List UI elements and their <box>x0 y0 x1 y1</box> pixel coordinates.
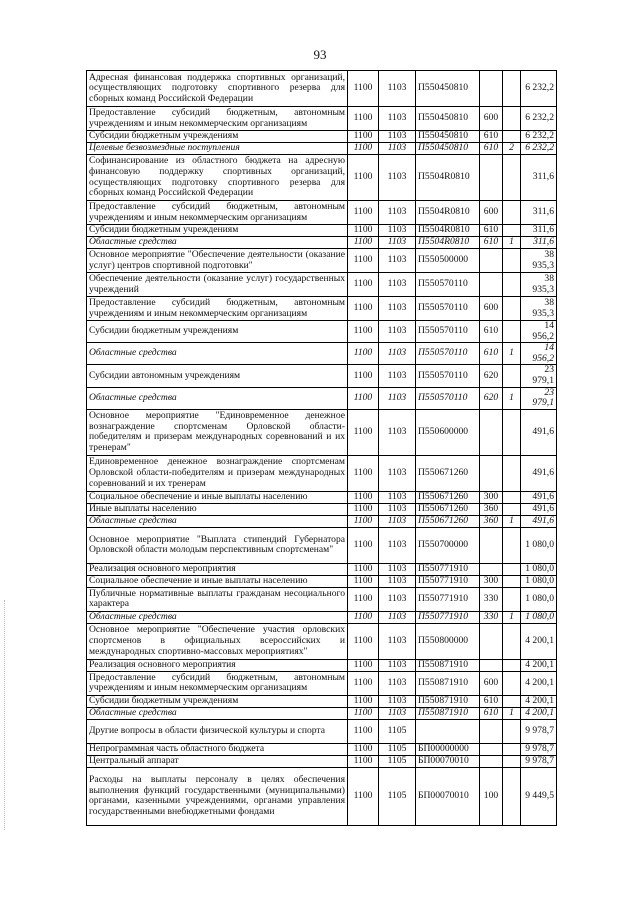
table-row <box>87 387 557 409</box>
table-row <box>87 143 557 155</box>
row-amount: 311,6 <box>521 237 557 249</box>
row-source-code <box>503 659 521 671</box>
row-section-code: 1100 <box>348 743 379 755</box>
row-subsection-code: 1103 <box>379 587 416 611</box>
row-expense-type: 600 <box>480 297 503 321</box>
row-name: Субсидии бюджетным учреждениям <box>87 225 348 237</box>
row-target-article: П550450810 <box>416 71 480 107</box>
row-name: Субсидии бюджетным учреждениям <box>87 695 348 707</box>
row-expense-type <box>480 71 503 107</box>
table-row <box>87 131 557 143</box>
row-subsection-code: 1103 <box>379 297 416 321</box>
row-target-article: БП00070010 <box>416 767 480 825</box>
row-amount: 14 956,2 <box>521 321 557 343</box>
row-subsection-code: 1103 <box>379 71 416 107</box>
row-name: Областные средства <box>87 237 348 249</box>
row-expense-type <box>480 659 503 671</box>
row-source-code <box>503 131 521 143</box>
row-section-code: 1100 <box>348 563 379 575</box>
row-expense-type: 300 <box>480 491 503 503</box>
row-expense-type: 360 <box>480 515 503 527</box>
row-expense-type: 610 <box>480 143 503 155</box>
row-name: Центральный аппарат <box>87 755 348 767</box>
row-name: Субсидии бюджетным учреждениям <box>87 321 348 343</box>
table-row <box>87 107 557 131</box>
row-name: Непрограммная часть областного бюджета <box>87 743 348 755</box>
row-amount: 6 232,2 <box>521 71 557 107</box>
scan-edge-marks <box>4 600 8 830</box>
row-expense-type: 330 <box>480 587 503 611</box>
row-subsection-code: 1103 <box>379 143 416 155</box>
row-section-code: 1100 <box>348 671 379 695</box>
row-subsection-code: 1103 <box>379 249 416 273</box>
row-target-article: П5504R0810 <box>416 201 480 225</box>
row-section-code: 1100 <box>348 659 379 671</box>
row-target-article: П550570110 <box>416 321 480 343</box>
row-expense-type <box>480 155 503 201</box>
row-target-article: П550700000 <box>416 527 480 563</box>
row-amount: 491,6 <box>521 503 557 515</box>
row-section-code: 1100 <box>348 575 379 587</box>
table-row <box>87 575 557 587</box>
row-amount: 311,6 <box>521 155 557 201</box>
row-expense-type: 610 <box>480 225 503 237</box>
row-source-code <box>503 365 521 387</box>
row-target-article: П550450810 <box>416 143 480 155</box>
row-amount: 491,6 <box>521 409 557 455</box>
row-target-article: БП00070010 <box>416 755 480 767</box>
table-row <box>87 273 557 297</box>
row-source-code <box>503 563 521 575</box>
row-subsection-code: 1103 <box>379 343 416 365</box>
row-expense-type <box>480 273 503 297</box>
row-section-code: 1100 <box>348 249 379 273</box>
table-row <box>87 201 557 225</box>
table-row <box>87 695 557 707</box>
row-amount: 491,6 <box>521 515 557 527</box>
row-name: Социальное обеспечение и иные выплаты населению <box>87 491 348 503</box>
row-subsection-code: 1103 <box>379 201 416 225</box>
row-subsection-code: 1103 <box>379 671 416 695</box>
budget-table <box>86 70 557 826</box>
table-row <box>87 743 557 755</box>
row-expense-type <box>480 623 503 659</box>
row-source-code <box>503 297 521 321</box>
row-subsection-code: 1103 <box>379 107 416 131</box>
row-amount: 4 200,1 <box>521 707 557 719</box>
row-subsection-code: 1105 <box>379 743 416 755</box>
row-name: Другие вопросы в области физической культуры и спорта <box>87 719 348 743</box>
row-subsection-code: 1103 <box>379 611 416 623</box>
row-target-article: П550570110 <box>416 365 480 387</box>
row-target-article: П550800000 <box>416 623 480 659</box>
row-name: Основное мероприятие "Обеспечение деятельности (оказание услуг) центров спортивной подготовки" <box>87 249 348 273</box>
row-target-article: П550671260 <box>416 455 480 491</box>
row-amount: 9 978,7 <box>521 743 557 755</box>
row-amount: 4 200,1 <box>521 623 557 659</box>
row-expense-type: 610 <box>480 131 503 143</box>
row-amount: 9 978,7 <box>521 755 557 767</box>
budget-table-body <box>87 71 557 826</box>
row-amount: 311,6 <box>521 201 557 225</box>
row-source-code <box>503 695 521 707</box>
table-row <box>87 611 557 623</box>
row-source-code: 1 <box>503 387 521 409</box>
row-name: Областные средства <box>87 707 348 719</box>
row-target-article: П550570110 <box>416 297 480 321</box>
row-section-code: 1100 <box>348 587 379 611</box>
table-row <box>87 491 557 503</box>
row-name: Иные выплаты населению <box>87 503 348 515</box>
row-target-article: П550771910 <box>416 575 480 587</box>
row-subsection-code: 1103 <box>379 365 416 387</box>
row-source-code: 1 <box>503 707 521 719</box>
row-name: Целевые безвозмездные поступления <box>87 143 348 155</box>
row-expense-type <box>480 563 503 575</box>
row-subsection-code: 1103 <box>379 503 416 515</box>
table-row <box>87 515 557 527</box>
row-source-code <box>503 767 521 825</box>
row-name: Субсидии бюджетным учреждениям <box>87 131 348 143</box>
row-source-code: 1 <box>503 611 521 623</box>
row-target-article: П5504R0810 <box>416 155 480 201</box>
row-expense-type <box>480 409 503 455</box>
row-name: Предоставление субсидий бюджетным, автономным учреждениям и иным некоммерческим организациям <box>87 107 348 131</box>
row-expense-type: 610 <box>480 237 503 249</box>
row-name: Областные средства <box>87 515 348 527</box>
row-amount: 1 080,0 <box>521 527 557 563</box>
row-amount: 14 956,2 <box>521 343 557 365</box>
table-row <box>87 767 557 825</box>
row-subsection-code: 1105 <box>379 755 416 767</box>
row-target-article: П550871910 <box>416 707 480 719</box>
row-section-code: 1100 <box>348 455 379 491</box>
row-section-code: 1100 <box>348 143 379 155</box>
table-row <box>87 623 557 659</box>
table-row <box>87 321 557 343</box>
row-target-article: П550600000 <box>416 409 480 455</box>
row-name: Основное мероприятие "Обеспечение участия орловских спортсменов в официальных всероссийских и международных спортивно-массовых мероприятиях" <box>87 623 348 659</box>
row-source-code <box>503 201 521 225</box>
row-section-code: 1100 <box>348 527 379 563</box>
row-expense-type <box>480 249 503 273</box>
row-subsection-code: 1103 <box>379 273 416 297</box>
row-source-code <box>503 719 521 743</box>
row-amount: 23 979,1 <box>521 387 557 409</box>
row-amount: 9 449,5 <box>521 767 557 825</box>
row-section-code: 1100 <box>348 155 379 201</box>
row-subsection-code: 1103 <box>379 563 416 575</box>
table-row <box>87 409 557 455</box>
row-section-code: 1100 <box>348 365 379 387</box>
row-target-article: П550771910 <box>416 611 480 623</box>
row-amount: 38 935,3 <box>521 273 557 297</box>
table-row <box>87 71 557 107</box>
row-section-code: 1100 <box>348 623 379 659</box>
row-section-code: 1100 <box>348 107 379 131</box>
row-name: Субсидии автономным учреждениям <box>87 365 348 387</box>
row-expense-type <box>480 719 503 743</box>
row-source-code <box>503 587 521 611</box>
row-section-code: 1100 <box>348 767 379 825</box>
table-row <box>87 237 557 249</box>
row-source-code: 1 <box>503 237 521 249</box>
row-subsection-code: 1103 <box>379 695 416 707</box>
row-amount: 23 979,1 <box>521 365 557 387</box>
row-source-code <box>503 273 521 297</box>
row-subsection-code: 1103 <box>379 155 416 201</box>
row-source-code <box>503 743 521 755</box>
row-amount: 9 978,7 <box>521 719 557 743</box>
row-section-code: 1100 <box>348 707 379 719</box>
row-section-code: 1100 <box>348 719 379 743</box>
table-row <box>87 455 557 491</box>
row-name: Реализация основного мероприятия <box>87 659 348 671</box>
row-amount: 1 080,0 <box>521 587 557 611</box>
row-section-code: 1100 <box>348 225 379 237</box>
row-expense-type: 610 <box>480 695 503 707</box>
table-row <box>87 659 557 671</box>
row-amount: 4 200,1 <box>521 671 557 695</box>
row-source-code: 2 <box>503 143 521 155</box>
row-expense-type: 600 <box>480 201 503 225</box>
table-row <box>87 503 557 515</box>
row-amount: 311,6 <box>521 225 557 237</box>
row-source-code <box>503 575 521 587</box>
row-subsection-code: 1105 <box>379 719 416 743</box>
row-section-code: 1100 <box>348 503 379 515</box>
row-target-article: П5504R0810 <box>416 237 480 249</box>
row-section-code: 1100 <box>348 695 379 707</box>
row-expense-type: 330 <box>480 611 503 623</box>
row-source-code <box>503 491 521 503</box>
row-expense-type: 300 <box>480 575 503 587</box>
table-row <box>87 755 557 767</box>
row-name: Областные средства <box>87 611 348 623</box>
row-target-article: П550671260 <box>416 491 480 503</box>
row-amount: 491,6 <box>521 491 557 503</box>
table-row <box>87 343 557 365</box>
row-source-code <box>503 249 521 273</box>
row-name: Предоставление субсидий бюджетным, автономным учреждениям и иным некоммерческим организациям <box>87 671 348 695</box>
row-name: Единовременное денежное вознаграждение спортсменам Орловской области-победителям и призерам международных соревнований и их тренерам <box>87 455 348 491</box>
table-row <box>87 671 557 695</box>
table-row <box>87 707 557 719</box>
row-name: Предоставление субсидий бюджетным, автономным учреждениям и иным некоммерческим организациям <box>87 201 348 225</box>
row-target-article: П550450810 <box>416 131 480 143</box>
row-amount: 491,6 <box>521 455 557 491</box>
table-row <box>87 297 557 321</box>
table-row <box>87 719 557 743</box>
row-expense-type <box>480 527 503 563</box>
row-expense-type: 100 <box>480 767 503 825</box>
row-target-article: П550570110 <box>416 273 480 297</box>
row-source-code <box>503 455 521 491</box>
row-subsection-code: 1103 <box>379 237 416 249</box>
row-subsection-code: 1103 <box>379 225 416 237</box>
row-target-article: П550570110 <box>416 343 480 365</box>
row-target-article <box>416 719 480 743</box>
row-target-article: П550570110 <box>416 387 480 409</box>
row-amount: 6 232,2 <box>521 143 557 155</box>
row-name: Адресная финансовая поддержка спортивных организаций, осуществляющих подготовку спортивного резерва для сборных команд Российской Федерации <box>87 71 348 107</box>
row-section-code: 1100 <box>348 237 379 249</box>
row-source-code <box>503 503 521 515</box>
row-subsection-code: 1103 <box>379 623 416 659</box>
row-subsection-code: 1103 <box>379 321 416 343</box>
row-target-article: П550500000 <box>416 249 480 273</box>
row-expense-type <box>480 455 503 491</box>
row-expense-type: 360 <box>480 503 503 515</box>
row-expense-type: 620 <box>480 365 503 387</box>
row-source-code <box>503 225 521 237</box>
row-expense-type: 610 <box>480 321 503 343</box>
row-subsection-code: 1103 <box>379 387 416 409</box>
row-source-code <box>503 755 521 767</box>
row-subsection-code: 1103 <box>379 575 416 587</box>
row-target-article: П550671260 <box>416 503 480 515</box>
row-source-code: 1 <box>503 343 521 365</box>
row-source-code <box>503 155 521 201</box>
row-source-code <box>503 409 521 455</box>
row-subsection-code: 1103 <box>379 491 416 503</box>
row-subsection-code: 1103 <box>379 659 416 671</box>
row-source-code <box>503 623 521 659</box>
row-expense-type <box>480 743 503 755</box>
page-number: 93 <box>313 47 327 62</box>
row-name: Областные средства <box>87 343 348 365</box>
row-name: Основное мероприятие "Выплата стипендий Губернатора Орловской области молодым перспективным спортсменам" <box>87 527 348 563</box>
row-name: Предоставление субсидий бюджетным, автономным учреждениям и иным некоммерческим организациям <box>87 297 348 321</box>
row-target-article: П550671260 <box>416 515 480 527</box>
table-row <box>87 563 557 575</box>
row-source-code <box>503 671 521 695</box>
row-amount: 1 080,0 <box>521 563 557 575</box>
row-amount: 4 200,1 <box>521 695 557 707</box>
row-name: Расходы на выплаты персоналу в целях обеспечения выполнения функций государственными (муниципальными) органами, казенными учреждениями, органами управления государственными внебюджетными фондами <box>87 767 348 825</box>
row-target-article: П550771910 <box>416 563 480 575</box>
table-row <box>87 527 557 563</box>
row-section-code: 1100 <box>348 131 379 143</box>
row-name: Основное мероприятие "Единовременное денежное вознаграждение спортсменам Орловской области-победителям и призерам международных соревнований и их тренерам" <box>87 409 348 455</box>
row-section-code: 1100 <box>348 201 379 225</box>
row-expense-type: 620 <box>480 387 503 409</box>
row-amount: 4 200,1 <box>521 659 557 671</box>
row-source-code <box>503 71 521 107</box>
row-section-code: 1100 <box>348 755 379 767</box>
row-amount: 38 935,3 <box>521 249 557 273</box>
row-amount: 6 232,2 <box>521 131 557 143</box>
table-row <box>87 249 557 273</box>
row-source-code: 1 <box>503 515 521 527</box>
table-row <box>87 225 557 237</box>
row-expense-type: 610 <box>480 707 503 719</box>
row-subsection-code: 1103 <box>379 707 416 719</box>
row-subsection-code: 1103 <box>379 455 416 491</box>
row-expense-type: 610 <box>480 343 503 365</box>
row-target-article: П550871910 <box>416 659 480 671</box>
row-amount: 38 935,3 <box>521 297 557 321</box>
row-target-article: П5504R0810 <box>416 225 480 237</box>
row-name: Софинансирование из областного бюджета на адресную финансовую поддержку спортивных организаций, осуществляющих подготовку спортивного резерва для сборных команд Российской Федерации <box>87 155 348 201</box>
row-section-code: 1100 <box>348 387 379 409</box>
row-target-article: БП00000000 <box>416 743 480 755</box>
row-amount: 6 232,2 <box>521 107 557 131</box>
row-section-code: 1100 <box>348 515 379 527</box>
row-target-article: П550771910 <box>416 587 480 611</box>
row-target-article: П550871910 <box>416 671 480 695</box>
row-section-code: 1100 <box>348 611 379 623</box>
row-amount: 1 080,0 <box>521 611 557 623</box>
row-name: Социальное обеспечение и иные выплаты населению <box>87 575 348 587</box>
row-source-code <box>503 321 521 343</box>
row-subsection-code: 1103 <box>379 527 416 563</box>
row-name: Обеспечение деятельности (оказание услуг) государственных учреждений <box>87 273 348 297</box>
row-source-code <box>503 107 521 131</box>
row-section-code: 1100 <box>348 273 379 297</box>
row-name: Реализация основного мероприятия <box>87 563 348 575</box>
row-source-code <box>503 527 521 563</box>
row-section-code: 1100 <box>348 343 379 365</box>
row-subsection-code: 1103 <box>379 409 416 455</box>
row-section-code: 1100 <box>348 297 379 321</box>
row-subsection-code: 1105 <box>379 767 416 825</box>
row-target-article: П550450810 <box>416 107 480 131</box>
row-subsection-code: 1103 <box>379 515 416 527</box>
row-expense-type: 600 <box>480 671 503 695</box>
row-expense-type <box>480 755 503 767</box>
row-name: Областные средства <box>87 387 348 409</box>
row-name: Публичные нормативные выплаты гражданам несоциального характера <box>87 587 348 611</box>
row-target-article: П550871910 <box>416 695 480 707</box>
row-section-code: 1100 <box>348 491 379 503</box>
row-section-code: 1100 <box>348 321 379 343</box>
row-expense-type: 600 <box>480 107 503 131</box>
row-section-code: 1100 <box>348 71 379 107</box>
row-amount: 1 080,0 <box>521 575 557 587</box>
table-row <box>87 587 557 611</box>
table-row <box>87 365 557 387</box>
row-subsection-code: 1103 <box>379 131 416 143</box>
table-row <box>87 155 557 201</box>
row-section-code: 1100 <box>348 409 379 455</box>
